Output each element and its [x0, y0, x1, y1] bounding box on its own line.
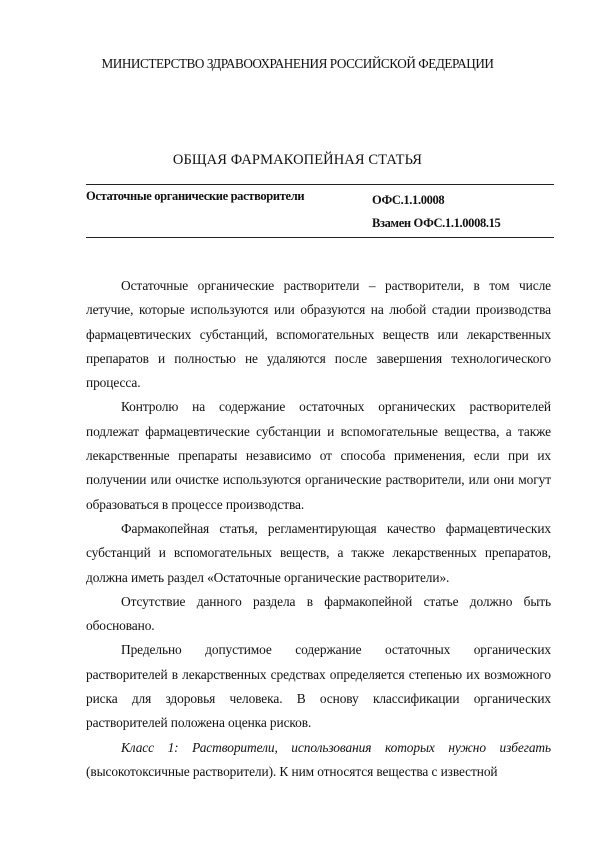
article-code: ОФС.1.1.0008: [372, 193, 445, 207]
ministry-header: МИНИСТЕРСТВО ЗДРАВООХРАНЕНИЯ РОССИЙСКОЙ ФЕДЕРАЦИИ: [101, 56, 494, 71]
document-title: ОБЩАЯ ФАРМАКОПЕЙНАЯ СТАТЬЯ: [172, 152, 423, 168]
paragraph-requirement: Фармакопейная статья, регламентирующая качество фармацевтических субстанций и вспомогательных веществ, а также лекарственных препаратов, должна иметь раздел «Остаточные органические растворители».: [86, 520, 551, 585]
article-name: Остаточные органические растворители: [86, 189, 305, 203]
header-rule-bottom: [86, 237, 554, 238]
article-replaces: Взамен ОФС.1.1.0008.15: [372, 216, 501, 230]
paragraph-definition: Остаточные органические растворители – растворители, в том числе летучие, которые используются или образуются на любой стадии производства фармацевтических субстанций, вспомогательных веществ или лекарственных препаратов и полностью не удаляются после завершения технологического процесса.: [86, 278, 551, 391]
paragraph-justification: Отсутствие данного раздела в фармакопейной статье должно быть обосновано.: [86, 593, 551, 634]
header-rule-top: [86, 184, 554, 185]
paragraph-class-1: [86, 736, 551, 785]
article-codes: [372, 189, 500, 235]
class-1-heading: Класс 1: Растворители, использования которых нужно избегать: [121, 739, 551, 755]
document-body: [86, 274, 551, 784]
paragraph-limits: Предельно допустимое содержание остаточных органических растворителей в лекарственных средствах определяется степенью их возможного риска для здоровья человека. В основу классификации органических растворителей положена оценка рисков.: [86, 642, 551, 731]
class-1-text: (высокотоксичные растворители). К ним относятся вещества с известной: [86, 763, 498, 779]
paragraph-control: Контролю на содержание остаточных органических растворителей подлежат фармацевтические субстанции и вспомогательные вещества, а также лекарственные препараты независимо от способа применения, если при их получении или очистке используются органические растворители, или они могут образоваться в процессе производства.: [86, 399, 551, 512]
